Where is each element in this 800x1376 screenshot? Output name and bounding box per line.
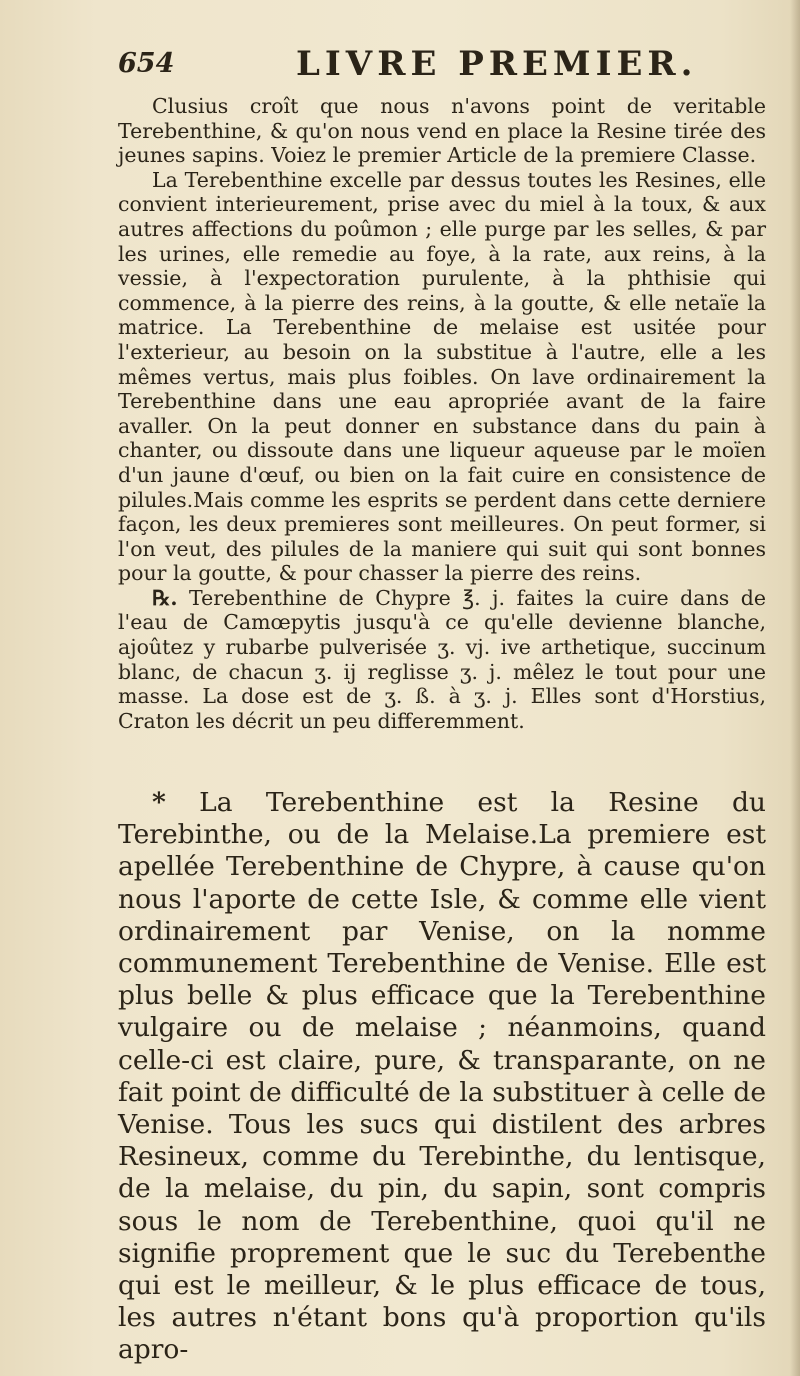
- definition-text: La Terebenthine est la Resine du Terebinthe, ou de la Melaise.La premiere est apellée Terebenthine de Chypre, à cause qu'on nous l'aporte de cette Isle, & comme elle vient ordinairement par Venise, on la nomme communement Terebenthine de Venise. Elle est plus belle & plus efficace que la Terebenthine vulgaire ou de melaise ; néanmoins, quand celle-ci est claire, pure, & transparante, on ne fait point de difficulté de la substituer à celle de Venise. Tous les sucs qui distilent des arbres Resineux, comme du Terebinthe, du lentisque, de la melaise, du pin, du sapin, sont compris sous le nom de Terebenthine, quoi qu'il ne signifie proprement que le suc du Terebenthe qui est le meilleur, & le plus efficace de tous, les autres n'étant bons qu'à proportion qu'ils apro-: [118, 787, 766, 1366]
- page-number: 654: [118, 48, 175, 79]
- running-title: LIVRE PREMIER.: [296, 44, 698, 84]
- recipe-text: Terebenthine de Chypre ℥. j. faites la cuire dans de l'eau de Camœpytis jusqu'à ce qu'elle devienne blanche, ajoûtez y rubarbe pulverisée ʒ. vj. ive arthetique, succinum blanc, de chacun ʒ. ij reglisse ʒ. j. mêlez le tout pour une masse. La dose est de ʒ. ß. à ʒ. j. Elles sont d'Horstius, Craton les décrit un peu differemment.: [118, 585, 766, 733]
- paragraph-recipe: [118, 586, 766, 734]
- commentary-small-text: [118, 94, 766, 733]
- paragraph-virtues: La Terebenthine excelle par dessus toutes les Resines, elle convient interieurement, prise avec du miel à la toux, & aux autres affections du poûmon ; elle purge par les selles, & par les urines, elle remedie au foye, à la rate, aux reins, à la vessie, à l'expectoration purulente, à la phthisie qui commence, à la pierre des reins, à la goutte, & elle netaïe la matrice. La Terebenthine de melaise est usitée pour l'exterieur, au besoin on la substitue à l'autre, elle a les mêmes vertus, mais plus foibles. On lave ordinairement la Terebenthine dans une eau apropriée avant de la faire avaller. On la peut donner en substance dans du pain à chanter, ou dissoute dans une liqueur aqueuse par le moïen d'un jaune d'œuf, ou bien on la fait cuire en consistence de pilules.Mais comme les esprits se perdent dans cette derniere façon, les deux premieres sont meilleures. On peut former, si l'on veut, des pilules de la maniere qui suit qui sont bonnes pour la goutte, & pour chasser la pierre des reins.: [118, 167, 766, 586]
- asterisk-mark: *: [152, 787, 166, 818]
- page-header: [118, 44, 758, 88]
- paragraph-definition: [118, 787, 766, 1367]
- paragraph-clusius: Clusius croît que nous n'avons point de veritable Terebenthine, & qu'on nous vend en place la Resine tirée des jeunes sapins. Voiez le premier Article de la premiere Classe.: [118, 94, 766, 168]
- page-edge-shadow: [790, 0, 800, 1376]
- main-large-text: [118, 787, 766, 1367]
- recipe-symbol: ℞.: [152, 585, 178, 610]
